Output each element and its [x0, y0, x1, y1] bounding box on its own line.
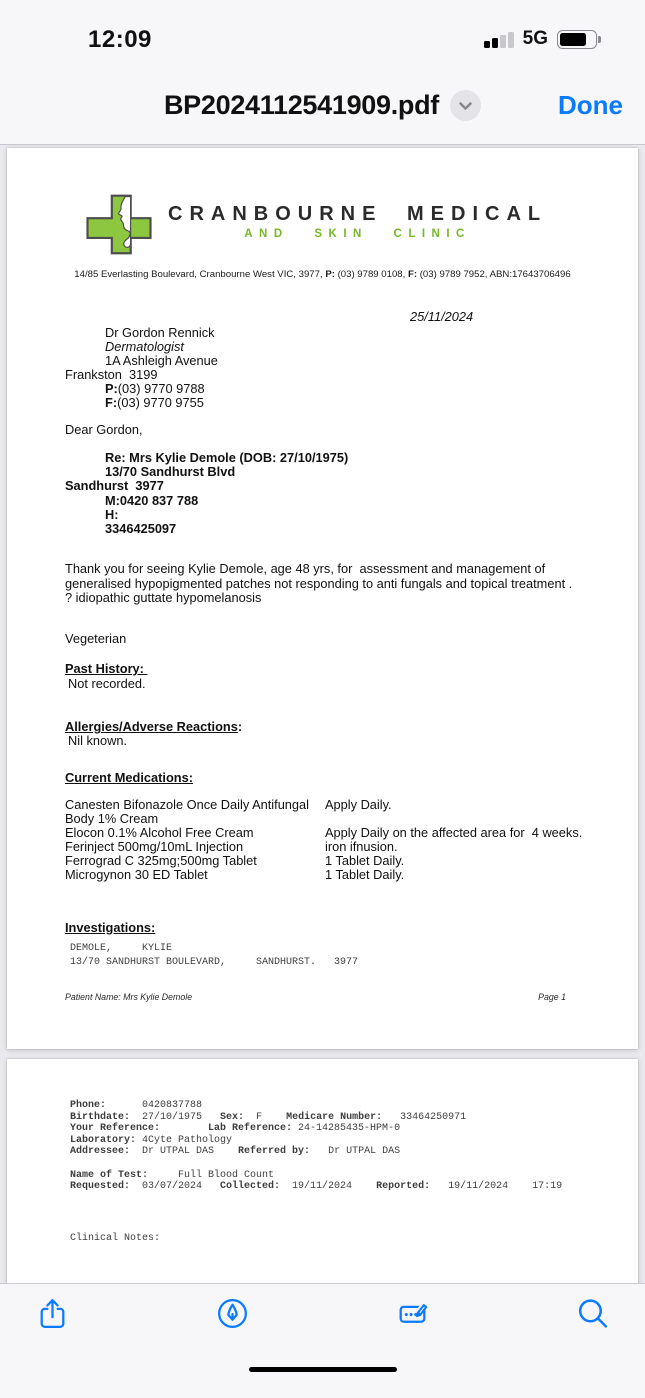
- recipient-phone: P:(03) 9770 9788: [105, 381, 205, 397]
- recipient-fax: F:(03) 9770 9755: [105, 395, 204, 411]
- medication-dose: Apply Daily.: [325, 797, 392, 812]
- form-fill-icon: [394, 1295, 431, 1332]
- medication-row: [65, 826, 582, 840]
- document-title: BP2024112541909.pdf: [163, 90, 439, 120]
- medication-dose: iron ifnusion.: [325, 839, 398, 854]
- medication-name: Canesten Bifonazole Once Daily Antifungal: [65, 797, 310, 812]
- address-fax-abn: (03) 9789 7952, ABN:17643706496: [417, 269, 571, 280]
- home-indicator[interactable]: [249, 1367, 397, 1372]
- investigations-heading: Investigations:: [65, 920, 156, 935]
- body-line: Thank you for seeing Kylie Demole, age 48 yrs, for assessment and management of: [65, 561, 546, 576]
- medication-name: Body 1% Cream: [65, 811, 159, 826]
- lab-line-birthdate: Birthdate: 27/10/1975 Sex: F Medicare Number: 33464250971: [70, 1111, 467, 1123]
- address-phone-label: P:: [325, 269, 335, 280]
- medication-name: Elocon 0.1% Alcohol Free Cream: [65, 825, 254, 840]
- clinic-address: [7, 268, 638, 282]
- markup-pen-icon: [214, 1295, 251, 1332]
- recipient-fax-label: F:: [105, 395, 118, 411]
- medication-name: Ferinject 500mg/10mL Injection: [65, 839, 244, 854]
- network-type-label: 5G: [522, 28, 548, 49]
- body-line: ? idiopathic guttate hypomelanosis: [65, 590, 262, 605]
- past-history-value: Not recorded.: [68, 676, 146, 691]
- recipient-phone-label: P:: [105, 381, 118, 397]
- medication-dose: 1 Tablet Daily.: [325, 867, 405, 882]
- address-fax-label: F:: [407, 269, 418, 280]
- page-footer: [65, 990, 566, 1004]
- medication-row: [65, 812, 582, 826]
- lab-line-phone: Phone: 0420837788: [70, 1100, 203, 1111]
- medication-name: Microgynon 30 ED Tablet: [65, 867, 208, 882]
- share-button[interactable]: [34, 1295, 71, 1332]
- letter-body: [65, 562, 572, 606]
- navigation-bar: [0, 0, 645, 145]
- medication-name: Ferrograd C 325mg;500mg Tablet: [65, 853, 257, 868]
- medications-list: [65, 798, 582, 882]
- body-line: generalised hypopigmented patches not responding to anti fungals and topical treatment .: [65, 575, 573, 591]
- clinic-header: [83, 190, 547, 258]
- recipient-street: 1A Ashleigh Avenue: [105, 353, 218, 369]
- lab-line-laboratory: Laboratory: 4Cyte Pathology: [70, 1134, 233, 1146]
- re-line: 3346425097: [105, 521, 177, 537]
- past-history-section: [65, 661, 148, 691]
- title-menu-button[interactable]: [450, 90, 481, 121]
- medications-heading: Current Medications:: [65, 770, 193, 785]
- lab-line-test-name: Name of Test: Full Blood Count: [70, 1169, 275, 1181]
- medication-row: [65, 840, 582, 854]
- search-icon: [574, 1295, 611, 1332]
- status-time: 12:09: [88, 26, 152, 53]
- footer-page-number: Page 1: [538, 992, 566, 1002]
- diet-note: Vegeterian: [65, 631, 127, 646]
- medication-dose: 1 Tablet Daily.: [325, 853, 405, 868]
- re-line: M:0420 837 788: [105, 492, 199, 508]
- medication-row: [65, 868, 582, 882]
- address-phone: (03) 9789 0108,: [334, 269, 408, 280]
- clinical-notes-label: Clinical Notes:: [70, 1233, 161, 1244]
- recipient-block: [65, 326, 218, 411]
- clinic-titles: [168, 203, 548, 241]
- allergies-value: Nil known.: [68, 733, 128, 748]
- medication-row: [65, 798, 582, 812]
- allergies-heading: Allergies/Adverse Reactions:: [65, 719, 243, 734]
- footer-patient-name: Patient Name: Mrs Kylie Demole: [65, 992, 193, 1002]
- investigations-patient-block: [70, 942, 358, 970]
- status-bar: [0, 24, 645, 56]
- share-icon: [34, 1295, 71, 1332]
- investigations-line: 13/70 SANDHURST BOULEVARD, SANDHURST. 3977: [70, 957, 359, 968]
- re-block: [65, 451, 348, 536]
- markup-button[interactable]: [214, 1295, 251, 1332]
- lab-line-reference: Your Reference: Lab Reference: 24-14285435-HPM-0: [70, 1123, 401, 1135]
- investigations-line: DEMOLE, KYLIE: [70, 943, 173, 954]
- clinic-logo-cross-icon: [83, 190, 155, 258]
- medication-dose: Apply Daily on the affected area for 4 weeks.: [325, 825, 583, 840]
- clinic-name: CRANBOURNE MEDICAL: [168, 203, 548, 226]
- form-fill-button[interactable]: [394, 1295, 431, 1332]
- battery-icon: [557, 30, 597, 49]
- re-line: 13/70 Sandhurst Blvd: [105, 464, 236, 480]
- address-text: 14/85 Everlasting Boulevard, Cranbourne West VIC, 3977,: [74, 269, 326, 280]
- bottom-toolbar: [0, 1283, 645, 1398]
- lab-line-blank: [70, 1158, 562, 1170]
- cellular-signal-icon: [484, 31, 514, 48]
- medication-row: [65, 854, 582, 868]
- re-line: H:: [105, 506, 119, 522]
- pdf-page-1: [7, 148, 638, 1049]
- status-icons: [484, 28, 597, 50]
- clinic-subtitle: AND SKIN CLINIC: [244, 227, 471, 240]
- done-button[interactable]: Done: [558, 90, 623, 120]
- chevron-down-icon: [450, 90, 481, 121]
- title-row: [0, 86, 645, 138]
- lab-report-header: [70, 1100, 562, 1193]
- lab-line-dates: Requested: 03/07/2024 Collected: 19/11/2024 Reported: 19/11/2024 17:19: [70, 1181, 563, 1193]
- recipient-specialty: Dermatologist: [105, 339, 184, 355]
- re-line: Re: Mrs Kylie Demole (DOB: 27/10/1975): [105, 450, 349, 465]
- past-history-heading: Past History:: [65, 661, 148, 676]
- lab-line-addressee: Addressee: Dr UTPAL DAS Referred by: Dr UTPAL DAS: [70, 1146, 401, 1158]
- search-button[interactable]: [574, 1295, 611, 1332]
- re-line: Sandhurst 3977: [65, 478, 164, 494]
- recipient-name: Dr Gordon Rennick: [105, 325, 215, 340]
- letter-date: 25/11/2024: [410, 309, 474, 324]
- allergies-section: [65, 720, 242, 748]
- recipient-suburb: Frankston 3199: [65, 367, 158, 383]
- salutation: Dear Gordon,: [65, 422, 143, 437]
- title-group: [0, 90, 645, 121]
